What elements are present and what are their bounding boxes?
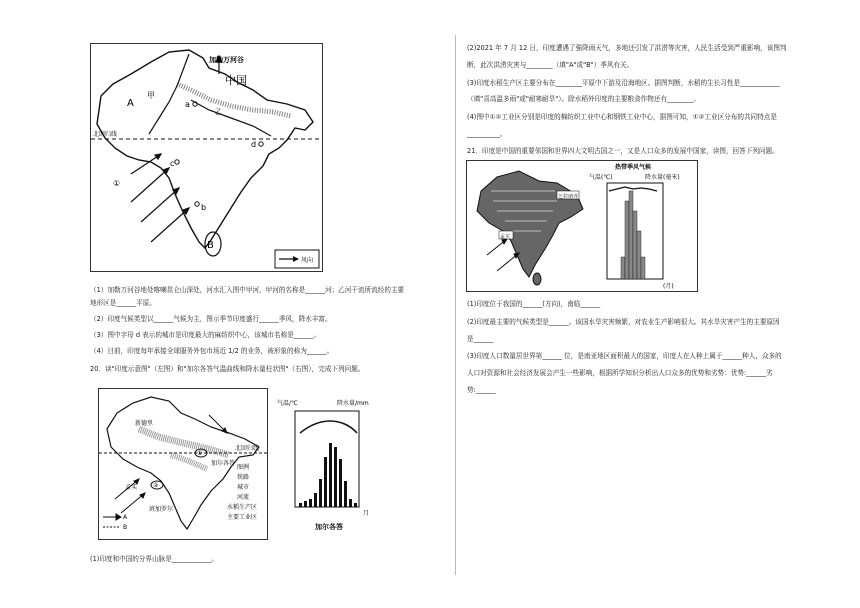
right-line-3: (3)印度水稻生产区主要分布在________平原中下游及沿海地区。据图判断，水稻的生长习性是____________: [467, 79, 780, 87]
q21-line-2: (2)印度最主要的气候类型是______。该国水旱灾害频繁，对农业生产影响很大。其水旱灾害产生的主要原因: [467, 318, 780, 326]
q21-line-4: (3)印度人口数量居世界第______ 位，是南亚地区面积最大的国家，印度人在人种上属于______种人，众多的: [467, 352, 782, 360]
map2-two-label: ②: [153, 482, 159, 489]
map1-A-label: A: [127, 98, 134, 109]
map2-bangalore-label: 班加罗尔: [149, 506, 174, 513]
map2-river-label: 河流: [237, 494, 250, 501]
q19-line-5: （4）目前，印度每年承接全球服务外包市场近 1/2 的业务，被形象的称为______。: [90, 347, 334, 355]
right-line-4: （填"喜高温多雨"或"耐寒耐旱"）。除水稻外印度的主要粮食作物还有________。: [467, 95, 701, 103]
right-line-5: (4)图中①②工业区分别是印度的棉纺织工业中心和钢铁工业中心，据图可知，①②工业区分布的共同特点是: [467, 113, 777, 121]
map3-city-a-label: 孟买: [500, 234, 511, 240]
map2-one-label: ①: [197, 450, 203, 457]
q19-line-1: （1）加勒万河谷地处喀喇昆仑山深处，河水汇入图中甲河，甲河的名称是______河；乙河干流所流经的主要: [90, 286, 405, 294]
calcutta-temp-axis-label: 气温/℃: [277, 400, 298, 407]
map1-d-label: d: [251, 140, 257, 149]
map1-c-label: c: [170, 159, 175, 168]
map1-tropic-label: 北回归线: [93, 131, 118, 138]
south-asia-map-drawing: [467, 161, 697, 291]
india-map-wind-drawing: [91, 44, 322, 271]
right-line-2: 断，此次洪涝灾害与________（填"A"或"B"）季风有关。: [467, 61, 634, 69]
calcutta-climate-svg: [275, 397, 385, 533]
india-map-industry: [98, 388, 268, 540]
map2-B-label: B: [123, 524, 128, 531]
map2-mumbai-label: 孟买: [125, 484, 138, 491]
map2-rice-label: 水稻生产区: [227, 504, 258, 511]
india-map-wind: [90, 43, 323, 272]
map2-city-label: 城市: [237, 484, 250, 491]
map1-valley-label: 加勒万河谷: [209, 56, 244, 64]
q20-stem: 20．读"印度示意图"（左图）和"加尔各答气温曲线和降水量柱状图"（右图），完成下列问题。: [90, 365, 365, 373]
column-divider: [455, 35, 456, 575]
calcutta-precip-axis-label: 降水量/mm: [337, 400, 369, 407]
q21-line-3: 是______: [467, 335, 494, 343]
map2-tropic-label: 北回归线: [235, 445, 260, 452]
q21-stem: 21．印度是中国的重要邻国和世界四大文明古国之一，又是人口众多的发展中国家，读图，回答下列问题。: [467, 147, 779, 155]
q19-line-4: （3）图中字母 d 表示的城市是印度最大的麻纺织中心，该城市名称是______。: [90, 331, 321, 339]
map2-A-label: A: [123, 514, 128, 521]
calcutta-climate-chart: [275, 397, 385, 533]
q19-line-3: （2）印度气候类型以______气候为主，图示季节印度盛行______季风，降水丰富。: [90, 315, 332, 323]
map1-jia-label: 甲: [147, 91, 155, 100]
map2-calcutta-label: 加尔各答: [211, 460, 236, 467]
india-map-industry-drawing: [99, 389, 267, 539]
map3-month-unit: (月): [663, 283, 674, 290]
q21-line-6: 势:______: [467, 386, 496, 394]
q19-line-2: 地形区是______平原。: [90, 299, 156, 307]
q21-line-5: 人口对资源和社会经济发展会产生一些影响，根据所学知识分析出人口众多的优势和劣势：优势:______劣: [467, 369, 773, 377]
map2-railway-label: 铁路: [237, 474, 250, 481]
calcutta-month-unit: 月: [363, 510, 370, 517]
map1-wind-label: 风向: [301, 257, 314, 264]
map2-delhi-label: 新德里: [135, 420, 154, 427]
map3-temp-axis: 气温(℃): [589, 174, 613, 181]
map1-china-label: 中国: [225, 74, 247, 87]
right-line-1: (2)2021 年 7 月 12 日，印度遭遇了强降雨天气，多地还引发了洪涝等灾害，人民生活受到严重影响，该图判: [467, 44, 787, 52]
map3-chart-title: 热带季风气候: [615, 164, 652, 171]
map3-city-b-label: 乞拉朋齐: [558, 194, 579, 200]
map1-b-label: b: [201, 203, 207, 212]
map1-one-label: ①: [113, 179, 121, 188]
calcutta-chart-title: 加尔各答: [315, 523, 343, 531]
map2-legend-label: 图例: [237, 464, 250, 471]
q20-1-line: (1)印度和中国的分界山脉是____________。: [90, 555, 219, 563]
map1-B-label: B: [207, 240, 214, 251]
right-line-6: __________。: [467, 130, 507, 138]
map1-yi-label: 乙: [215, 108, 222, 116]
map3-precip-axis: 降水量(毫米): [645, 174, 680, 181]
q21-line-1: (1)印度位于我国的______(方向)，南临______: [467, 300, 601, 308]
map1-a-label: a: [185, 100, 190, 109]
south-asia-map: [466, 160, 698, 292]
map2-industry-label: 主要工业区: [227, 514, 258, 521]
